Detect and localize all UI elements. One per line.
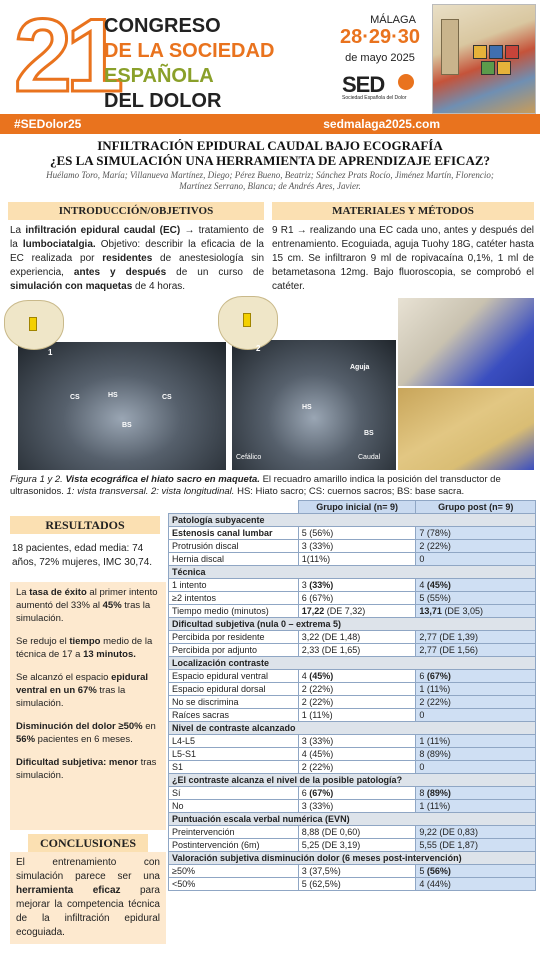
congress-title — [104, 14, 274, 114]
table-cell-initial: 17,22 (DE 7,32) — [298, 605, 416, 618]
text-run: residentes — [102, 253, 153, 264]
photo-needle-insertion — [398, 388, 534, 470]
congress-city: MÁLAGA — [370, 14, 416, 26]
text-run: El entrenamiento con simulación parece ser una — [16, 857, 160, 882]
table-section-row — [169, 618, 536, 631]
table-row — [169, 592, 536, 605]
text-run: de anestesiología sin experiencia, — [10, 253, 264, 278]
table-cell-initial: 3 (33%) — [298, 735, 416, 748]
table-cell-label: Preintervención — [169, 826, 299, 839]
text-run: herramienta eficaz — [16, 885, 121, 896]
table-cell-initial: 4 (45%) — [298, 670, 416, 683]
table-section-row — [169, 514, 536, 527]
table-cell-post: 0 — [416, 761, 536, 774]
poster-title — [0, 138, 540, 168]
bold-value: (67%) — [309, 788, 334, 798]
text-run: 56% — [16, 734, 36, 745]
congress-number: 21 — [14, 0, 118, 114]
table-header-empty — [169, 501, 299, 514]
us-label-bs: BS — [122, 422, 132, 429]
table-cell-post: 4 (45%) — [416, 579, 536, 592]
result-point — [16, 586, 160, 625]
table-cell-initial: 3 (37,5%) — [298, 865, 416, 878]
table-cell-initial: 3 (33%) — [298, 540, 416, 553]
results-highlights — [10, 582, 166, 830]
table-cell-post: 7 (78%) — [416, 527, 536, 540]
table-row — [169, 683, 536, 696]
pelvis-model-icon — [218, 296, 278, 350]
bold-value: (89%) — [426, 788, 451, 798]
table-cell-label: Tiempo medio (minutos) — [169, 605, 299, 618]
table-cell-post: 0 — [416, 709, 536, 722]
table-row — [169, 644, 536, 657]
table-section-label: ¿El contraste alcanza el nivel de la posible patología? — [169, 774, 536, 787]
table-cell-post: 2 (22%) — [416, 540, 536, 553]
intro-text — [10, 224, 264, 294]
text-run: para mejorar la competencia técnica de la infiltración epidural ecoguiada. — [16, 885, 160, 938]
table-row — [169, 839, 536, 852]
text-run: HS: Hiato sacro; CS: cuernos sacros; BS: base sacra. — [234, 486, 465, 497]
methods-text: 9 R1 → realizando una EC cada uno, antes y después del entrenamiento. Ecoguiada, aguja Tuohy 18G, catéter hasta 15 cm. Se infiltraron 9 ml de ropivacaína 0,1%, 1 ml de betametasona 12mg. Bajo fluoroscopia, se comprobó el catéter. — [272, 225, 534, 292]
table-cell-label: Percibida por residente — [169, 631, 299, 644]
table-cell-initial: 1(11%) — [298, 553, 416, 566]
table-cell-post: 1 (11%) — [416, 683, 536, 696]
table-row — [169, 878, 536, 891]
bold-value: (56%) — [426, 866, 451, 876]
bold-value: (67%) — [426, 671, 451, 681]
table-cell-post: 5 (55%) — [416, 592, 536, 605]
sed-logo — [342, 72, 432, 108]
table-header-initial: Grupo inicial (n= 9) — [298, 501, 416, 514]
table-cell-initial: 2,33 (DE 1,65) — [298, 644, 416, 657]
figure-number: 1 — [48, 348, 53, 357]
bold-value: 17,22 — [301, 606, 325, 616]
methods-heading: MATERIALES Y MÉTODOS — [272, 202, 534, 220]
cathedral-tower-shape — [441, 19, 459, 75]
cube-shape — [481, 61, 495, 75]
us-label-aguja: Aguja — [350, 364, 370, 371]
text-run: tasa de éxito — [29, 587, 87, 598]
hashtag-bar — [0, 114, 540, 134]
table-row — [169, 605, 536, 618]
table-cell-label: No — [169, 800, 299, 813]
text-run: de un curso de — [166, 267, 265, 278]
result-point — [16, 720, 160, 746]
table-cell-post: 6 (67%) — [416, 670, 536, 683]
table-section-row — [169, 566, 536, 579]
table-section-row — [169, 774, 536, 787]
table-section-row — [169, 722, 536, 735]
table-cell-initial: 2 (22%) — [298, 683, 416, 696]
text-run: tras simulación. — [16, 757, 157, 781]
us-label-caudal: Caudal — [358, 454, 381, 461]
congress-title-line: CONGRESO — [104, 15, 221, 37]
table-cell-label: L5-S1 — [169, 748, 299, 761]
table-row — [169, 865, 536, 878]
table-cell-initial: 6 (67%) — [298, 592, 416, 605]
table-cell-initial: 2 (22%) — [298, 696, 416, 709]
us-label-cs: CS — [162, 394, 172, 401]
text-run: Disminución del dolor ≥50% — [16, 721, 143, 732]
conclusions-text — [10, 852, 166, 944]
text-run: en — [142, 721, 156, 732]
text-run: epidural ventral en un 67% — [16, 672, 149, 696]
table-row — [169, 540, 536, 553]
table-cell-post: 4 (44%) — [416, 878, 536, 891]
table-section-row — [169, 813, 536, 826]
table-header-post: Grupo post (n= 9) — [416, 501, 536, 514]
website-link[interactable]: sedmalaga2025.com — [323, 117, 440, 131]
table-row — [169, 748, 536, 761]
bold-value: 13,71 — [419, 606, 442, 616]
figure-number: 2 — [256, 344, 261, 353]
results-table — [168, 500, 536, 891]
table-row — [169, 670, 536, 683]
table-row — [169, 709, 536, 722]
table-section-label: Técnica — [169, 566, 536, 579]
results-summary: 18 pacientes, edad media: 74 años, 72% mujeres, IMC 30,74. — [12, 543, 153, 568]
table-row — [169, 579, 536, 592]
text-run: → tratamiento de la — [10, 225, 265, 250]
table-section-row — [169, 852, 536, 865]
text-run: 13 minutos. — [83, 649, 136, 660]
table-cell-initial: 3 (33%) — [298, 800, 416, 813]
table-cell-post: 1 (11%) — [416, 800, 536, 813]
text-run: pacientes en 6 meses. — [35, 734, 133, 745]
text-run: 45% — [102, 600, 122, 611]
text-run: Figura 1 y 2. — [10, 474, 66, 485]
bold-value: (33%) — [309, 580, 334, 590]
text-run: Se alcanzó el espacio — [16, 672, 112, 683]
text-run: La — [16, 587, 30, 598]
table-section-row — [169, 657, 536, 670]
table-cell-post: 0 — [416, 553, 536, 566]
table-cell-label: Espacio epidural dorsal — [169, 683, 299, 696]
pelvis-model-icon — [4, 300, 64, 350]
result-point — [16, 756, 160, 782]
table-cell-label: L4-L5 — [169, 735, 299, 748]
table-row — [169, 787, 536, 800]
table-row — [169, 631, 536, 644]
text-run: de 4 horas. — [132, 281, 186, 292]
table-cell-post: 13,71 (DE 3,05) — [416, 605, 536, 618]
table-section-label: Dificultad subjetiva (nula 0 – extrema 5) — [169, 618, 536, 631]
text-run: Vista ecográfica el hiato sacro en maqueta. — [65, 474, 260, 485]
sed-logo-text: SED — [342, 72, 385, 97]
us-label-cs: CS — [70, 394, 80, 401]
text-run: Dificultad subjetiva: menor — [16, 757, 138, 768]
malaga-illustration — [432, 4, 536, 114]
table-cell-initial: 5,25 (DE 3,19) — [298, 839, 416, 852]
table-cell-post: 2,77 (DE 1,39) — [416, 631, 536, 644]
table-row — [169, 761, 536, 774]
table-row — [169, 800, 536, 813]
table-cell-initial: 3,22 (DE 1,48) — [298, 631, 416, 644]
text-run: tras la simulación. — [16, 600, 151, 624]
congress-title-line: DE LA SOCIEDAD — [104, 40, 275, 62]
table-cell-post: 5,55 (DE 1,87) — [416, 839, 536, 852]
table-cell-label: <50% — [169, 878, 299, 891]
text-run: Objetivo: describir la eficacia de la EC realizada por — [10, 239, 264, 264]
text-run: antes y después — [73, 267, 167, 278]
table-cell-initial: 4 (45%) — [298, 748, 416, 761]
table-cell-initial: 5 (56%) — [298, 527, 416, 540]
congress-month: de mayo 2025 — [345, 52, 415, 64]
poster-authors: Huélamo Toro, María; Villanueva Martínez, Diego; Pérez Bueno, Beatriz; Sánchez Prats Rocío, Jiménez Martín, Florencio; Martínez Serrano, Blanca; de Andrés Ares, Javier. — [46, 170, 494, 191]
table-cell-label: ≥50% — [169, 865, 299, 878]
bold-value: (45%) — [426, 580, 451, 590]
result-point — [16, 671, 160, 710]
hashtag-text: #SEDolor25 — [14, 117, 82, 131]
table-cell-label: Postintervención (6m) — [169, 839, 299, 852]
text-run: lumbociatalgia. — [22, 239, 96, 250]
table-cell-initial: 8,88 (DE 0,60) — [298, 826, 416, 839]
us-label-bs: BS — [364, 430, 374, 437]
table-cell-label: Percibida por adjunto — [169, 644, 299, 657]
table-cell-label: ≥2 intentos — [169, 592, 299, 605]
transducer-marker — [29, 317, 37, 331]
us-label-hs: HS — [108, 392, 118, 399]
table-cell-label: Estenosis canal lumbar — [169, 527, 299, 540]
text-run: tras la simulación. — [16, 685, 126, 709]
figure-caption — [10, 474, 532, 498]
text-run: 1: vista transversal. 2: vista longitudinal. — [66, 486, 235, 497]
table-cell-post: 5 (56%) — [416, 865, 536, 878]
sed-logo-subtitle: Sociedad Española del Dolor — [342, 95, 407, 101]
text-run: tiempo — [69, 636, 101, 647]
table-cell-label: Sí — [169, 787, 299, 800]
congress-header — [0, 0, 540, 114]
cube-shape — [473, 45, 487, 59]
us-label-cefalico: Cefálico — [236, 454, 262, 461]
table-cell-label: Espacio epidural ventral — [169, 670, 299, 683]
table-section-label: Patología subyacente — [169, 514, 536, 527]
congress-dates: 28·29·30 — [339, 26, 421, 48]
table-row — [169, 696, 536, 709]
cube-shape — [497, 61, 511, 75]
table-cell-initial: 3 (33%) — [298, 579, 416, 592]
sed-logo-dot-icon — [398, 74, 414, 90]
text-run: medio de la técnica de 17 a — [16, 636, 153, 660]
photo-transducer-on-model — [398, 298, 534, 386]
table-cell-label: 1 intento — [169, 579, 299, 592]
bold-value: (45%) — [309, 671, 334, 681]
text-run: simulación con maquetas — [10, 281, 133, 292]
us-label-hs: HS — [302, 404, 312, 411]
table-row — [169, 735, 536, 748]
ultrasound-image-transversal — [18, 342, 226, 470]
poster-title-line-1: INFILTRACIÓN EPIDURAL CAUDAL BAJO ECOGRAFÍA — [97, 138, 443, 153]
congress-title-line: DEL DOLOR — [104, 90, 222, 112]
table-cell-post: 9,22 (DE 0,83) — [416, 826, 536, 839]
table-cell-label: Raíces sacras — [169, 709, 299, 722]
results-heading: RESULTADOS — [10, 516, 160, 534]
table-cell-post: 1 (11%) — [416, 735, 536, 748]
table-cell-initial: 5 (62,5%) — [298, 878, 416, 891]
text-run: al primer intento aumentó del 33% al — [16, 587, 158, 611]
table-cell-post: 2,77 (DE 1,56) — [416, 644, 536, 657]
text-run: La — [10, 225, 26, 236]
table-row — [169, 826, 536, 839]
cube-shape — [489, 45, 503, 59]
table-cell-label: Hernia discal — [169, 553, 299, 566]
result-point — [16, 635, 160, 661]
table-cell-post: 8 (89%) — [416, 748, 536, 761]
congress-title-line: ESPAÑOLA — [104, 65, 214, 87]
ultrasound-image-longitudinal — [232, 340, 396, 470]
text-run: Se redujo el — [16, 636, 70, 647]
text-run: infiltración epidural caudal (EC) — [25, 225, 181, 236]
table-section-label: Puntuación escala verbal numérica (EVN) — [169, 813, 536, 826]
table-cell-post: 8 (89%) — [416, 787, 536, 800]
table-row — [169, 553, 536, 566]
table-cell-label: S1 — [169, 761, 299, 774]
table-section-label: Valoración subjetiva disminución dolor (6 meses post-intervención) — [169, 852, 536, 865]
table-cell-initial: 1 (11%) — [298, 709, 416, 722]
table-cell-label: Protrusión discal — [169, 540, 299, 553]
table-row — [169, 527, 536, 540]
table-cell-label: No se discrimina — [169, 696, 299, 709]
table-cell-post: 2 (22%) — [416, 696, 536, 709]
text-run: El recuadro amarillo indica la posición del transductor de ultrasonidos. — [10, 474, 501, 497]
table-section-label: Localización contraste — [169, 657, 536, 670]
table-cell-initial: 2 (22%) — [298, 761, 416, 774]
poster-title-line-2: ¿ES LA SIMULACIÓN UNA HERRAMIENTA DE APRENDIZAJE EFICAZ? — [49, 153, 491, 168]
table-body — [169, 514, 536, 891]
table-section-label: Nivel de contraste alcanzado — [169, 722, 536, 735]
transducer-marker — [243, 313, 251, 327]
intro-heading: INTRODUCCIÓN/OBJETIVOS — [8, 202, 264, 220]
cube-shape — [505, 45, 519, 59]
table-cell-initial: 6 (67%) — [298, 787, 416, 800]
conclusions-heading: CONCLUSIONES — [28, 834, 148, 852]
